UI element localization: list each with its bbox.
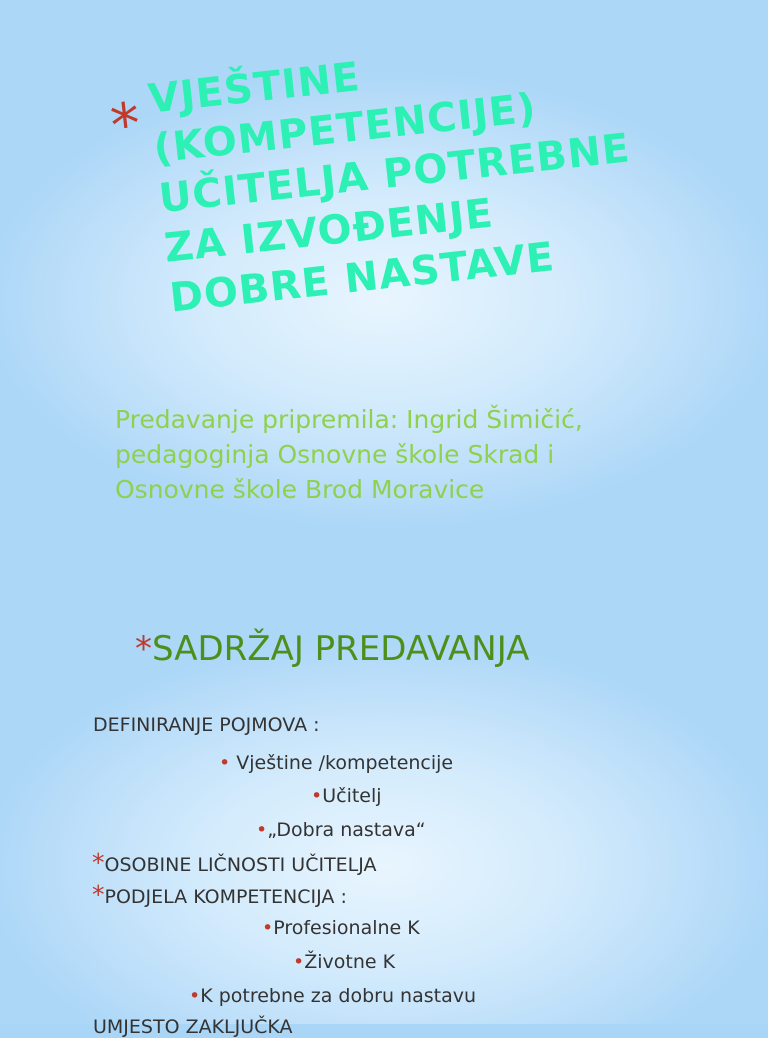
list-item-text: PODJELA KOMPETENCIJA :: [104, 886, 347, 908]
bullet-marker: •: [256, 819, 268, 841]
list-item: [92, 880, 347, 909]
bullet-marker: •: [189, 985, 201, 1007]
heading-asterisk-marker: *: [135, 629, 152, 669]
bullet-marker: •: [311, 785, 323, 807]
slide-subtitle: Predavanje pripremila: Ingrid Šimičić, pedagoginja Osnovne škole Skrad i Osnovne škole Brod Moravice: [115, 405, 583, 504]
bullet-marker: •: [293, 951, 305, 973]
title-asterisk-marker: *: [107, 89, 144, 160]
list-item-text: DEFINIRANJE POJMOVA :: [93, 714, 320, 736]
list-item-text: Vještine /kompetencije: [236, 752, 454, 774]
list-item: [93, 714, 320, 736]
slide-title: VJEŠTINE (KOMPETENCIJE) UČITELJA POTREBNE ZA IZVOĐENJE DOBRE NASTAVE: [145, 54, 633, 322]
title-block: [100, 13, 743, 328]
asterisk-marker: *: [92, 880, 105, 909]
list-item: [189, 985, 476, 1007]
contents-heading-text: SADRŽAJ PREDAVANJA: [152, 629, 530, 669]
list-item: [262, 917, 420, 939]
bullet-marker: •: [219, 752, 231, 774]
list-item: [311, 785, 382, 807]
list-item: [92, 848, 377, 877]
list-item-text: Profesionalne K: [273, 917, 420, 939]
list-item: [256, 819, 426, 841]
list-item-text: Životne K: [304, 951, 396, 973]
list-item: [93, 1016, 293, 1038]
bullet-marker: •: [262, 917, 274, 939]
list-item-text: „Dobra nastava“: [267, 819, 426, 841]
list-item-text: K potrebne za dobru nastavu: [200, 985, 477, 1007]
list-item-text: OSOBINE LIČNOSTI UČITELJA: [104, 854, 377, 876]
list-item: [219, 752, 453, 774]
list-item-text: Učitelj: [322, 785, 382, 807]
list-item: [293, 951, 395, 973]
contents-heading: [135, 624, 529, 674]
slide-2: [0, 576, 768, 1038]
list-item-text: UMJESTO ZAKLJUČKA: [93, 1016, 293, 1038]
asterisk-marker: *: [92, 848, 105, 877]
